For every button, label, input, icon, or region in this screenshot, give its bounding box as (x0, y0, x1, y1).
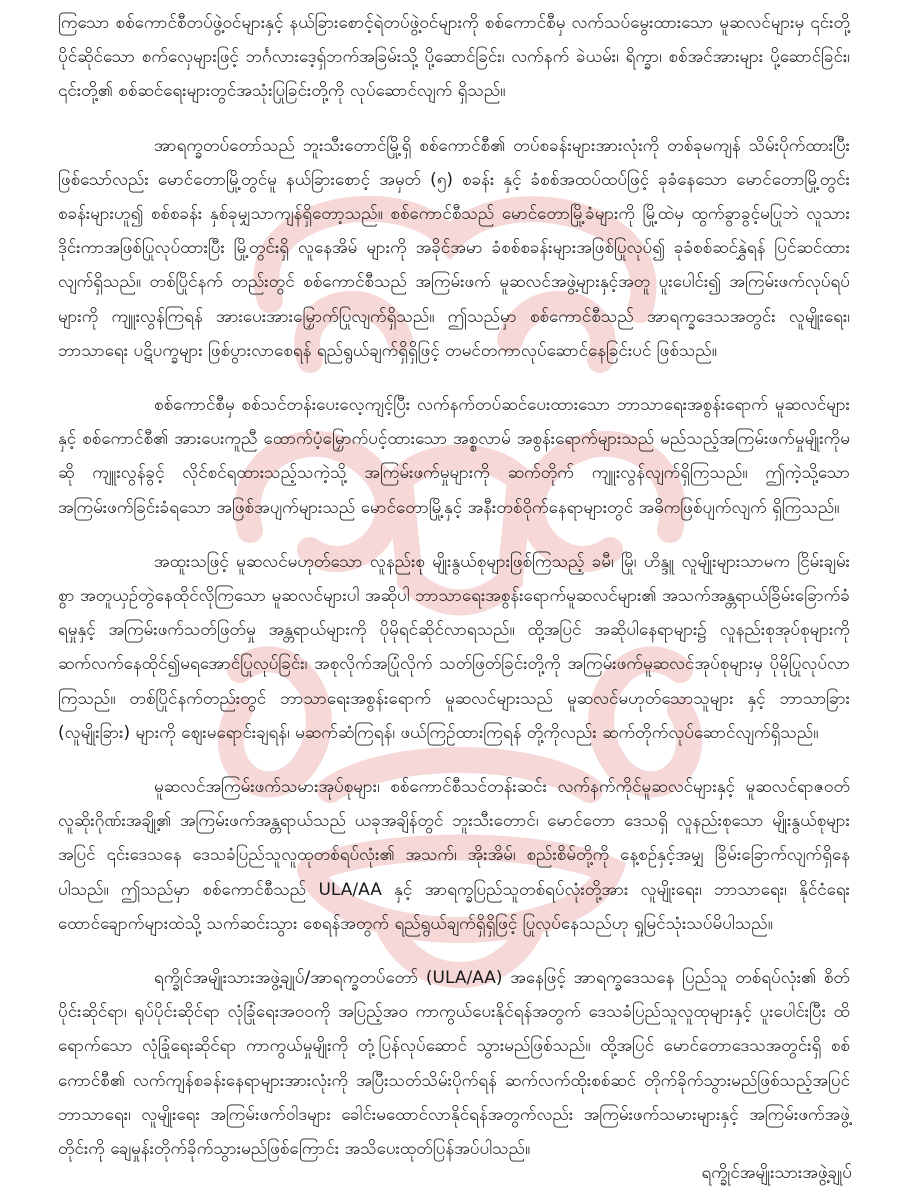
paragraph-3: စစ်ကောင်စီမှ စစ်သင်တန်းပေးလေ့ကျင့်ပြီး လက်နက်တပ်ဆင်ပေးထားသော ဘာသာရေးအစွန်းရောက် မူဆလင်များနှင့် စစ်ကောင်စီ၏ အားပေးကူညီ ထောက်ပံ့မြှောက်ပင့်ထားသော အစ္စလာမ် အစွန်းရောက်များသည် မည်သည့်အကြမ်းဖက်မှုမျိုးကိုမဆို ကျူးလွန်ခွင့် လိုင်စင်ရထားသည့်သကဲ့သို့ အကြမ်းဖက်မှုများကို ဆက်တိုက် ကျူးလွန်လျက်ရှိကြသည်။ ဤကဲ့သို့သော အကြမ်းဖက်ခြင်းခံရသော အဖြစ်အပျက်များသည် မောင်တောမြို့နှင့် အနီးတစ်ဝိုက်နေရာများတွင် အဓိကဖြစ်ပျက်လျက် ရှိကြသည်။ (58, 395, 850, 518)
paragraph-5: မူဆလင်အကြမ်းဖက်သမားအုပ်စုများ၊ စစ်ကောင်စီသင်တန်းဆင်း လက်နက်ကိုင်မူဆလင်များနှင့် မူဆလင်ရာဇဝတ်လူဆိုးဂိုဏ်းအချို့၏ အကြမ်းဖက်အန္တရာယ်သည် ယခုအချိန်တွင် ဘူးသီးတောင်၊ မောင်တော ဒေသရှိ လူနည်းစုသော မျိုးနွယ်စုများအပြင် ၎င်းဒေသနေ ဒေသခံပြည်သူလူထုတစ်ရပ်လုံး၏ အသက်၊ အိုးအိမ်၊ စည်းစိမ်တို့ကို နေ့စဉ်နှင့်အမျှ ခြိမ်းခြောက်လျက်ရှိနေပါသည်။ ဤသည်မှာ စစ်ကောင်စီသည် ULA/AA နှင့် အာရက္ခပြည်သူတစ်ရပ်လုံးတို့အား လူမျိုးရေး၊ ဘာသာရေး၊ နိုင်ငံရေး ထောင်ချောက်များထဲသို့ သက်ဆင်းသွား စေရန်အတွက် ရည်ရွယ်ချက်ရှိရှိဖြင့် ပြုလုပ်နေသည်ဟု ရှုမြင်သုံးသပ်မိပါသည်။ (58, 777, 850, 934)
statement-body (58, 6, 850, 1186)
paragraph-2: အာရက္ခတပ်တော်သည် ဘူးသီးတောင်မြို့ရှိ စစ်ကောင်စီ၏ တပ်စခန်းများအားလုံးကို တစ်ခုမကျန် သိမ်းပိုက်ထားပြီးဖြစ်သော်လည်း မောင်တောမြို့တွင်မူ နယ်ခြားစောင့် အမှတ် (၅) စခန်း နှင့် ခံစစ်အထပ်ထပ်ဖြင့် ခုခံနေသော မောင်တောမြို့တွင်း စခန်းများဟူ၍ စစ်စခန်း နှစ်ခုမျှသာကျန်ရှိတော့သည်။ စစ်ကောင်စီသည် မောင်တောမြို့ခံများကို မြို့ထဲမှ ထွက်ခွာခွင့်မပြုဘဲ လူသားဒိုင်းကာအဖြစ်ပြုလုပ်ထားပြီး မြို့တွင်းရှိ လူနေအိမ် များကို အခိုင်အမာ ခံစစ်စခန်းများအဖြစ်ပြုလုပ်၍ ခုခံစစ်ဆင်နွှဲရန် ပြင်ဆင်ထားလျက်ရှိသည်။ တစ်ပြိုင်နက် တည်းတွင် စစ်ကောင်စီသည် အကြမ်းဖက် မူဆလင်အဖွဲ့များနှင့်အတူ ပူးပေါင်း၍ အကြမ်းဖက်လုပ်ရပ်များကို ကျူးလွန်ကြရန် အားပေးအားမြှောက်ပြုလျက်ရှိသည်။ ဤသည်မှာ စစ်ကောင်စီသည် အာရက္ခဒေသအတွင်း လူမျိုးရေး၊ ဘာသာရေး ပဋိပက္ခများ ဖြစ်ပွားလာစေရန် ရည်ရွယ်ချက်ရှိရှိဖြင့် တမင်တကာလုပ်ဆောင်နေခြင်းပင် ဖြစ်သည်။ (58, 135, 850, 361)
paragraph-1: ကြသော စစ်ကောင်စီတပ်ဖွဲ့ဝင်များနှင့် နယ်ခြားစောင့်ရဲတပ်ဖွဲ့ဝင်များကို စစ်ကောင်စီမှ လက်သပ်မွေးထားသော မူဆလင်များမှ ၎င်းတို့ပိုင်ဆိုင်သော စက်လှေများဖြင့် ဘင်္ဂလားဒေ့ရှ်ဘက်အခြမ်းသို့ ပို့ဆောင်ခြင်း၊ လက်နက် ခဲယမ်း၊ ရိက္ခာ၊ စစ်အင်အားများ ပို့ဆောင်ခြင်း၊ ၎င်းတို့၏ စစ်ဆင်ရေးများတွင်အသုံးပြုခြင်းတို့ကို လုပ်ဆောင်လျက် ရှိသည်။ (58, 13, 850, 102)
signature-line: ရက္ခိုင်အမျိုးသားအဖွဲ့ချုပ် (701, 1163, 852, 1183)
paragraph-6: ရက္ခိုင်အမျိုးသားအဖွဲ့ချုပ်/အာရက္ခတပ်တော် (ULA/AA) အနေဖြင့် အာရက္ခဒေသနေ ပြည်သူ တစ်ရပ်လုံး၏ စိတ်ပိုင်းဆိုင်ရာ၊ ရုပ်ပိုင်းဆိုင်ရာ လုံခြုံရေးအဝဝကို အပြည့်အဝ ကာကွယ်ပေးနိုင်ရန်အတွက် ဒေသခံပြည်သူလူထုများနှင့် ပူးပေါင်းပြီး ထိရောက်သော လုံခြုံရေးဆိုင်ရာ ကာကွယ်မှုမျိုးကို တုံ့ပြန်လုပ်ဆောင် သွားမည်ဖြစ်သည်။ ထို့အပြင် မောင်တောဒေသအတွင်းရှိ စစ်ကောင်စီ၏ လက်ကျန်စခန်းနေရာများအားလုံးကို အပြီးသတ်သိမ်းပိုက်ရန် ဆက်လက်ထိုးစစ်ဆင် တိုက်ခိုက်သွားမည်ဖြစ်သည့်အပြင် ဘာသာရေး၊ လူမျိုးရေး အကြမ်းဖက်ဝါဒများ ခေါင်းမထောင်လာနိုင်ရန်အတွက်လည်း အကြမ်းဖက်သမားများနှင့် အကြမ်းဖက်အဖွဲ့တိုင်းကို ချေမှုန်းတိုက်ခိုက်သွားမည်ဖြစ်ကြောင်း အသိပေးထုတ်ပြန်အပ်ပါသည်။ (58, 968, 850, 1160)
paragraph-4: အထူးသဖြင့် မူဆလင်မဟုတ်သော လူနည်းစု မျိုးနွယ်စုများဖြစ်ကြသည့် ခမီ၊ မြို၊ ဟိန္ဒူ လူမျိုးများသာမက ငြိမ်းချမ်းစွာ အတူယှဉ်တွဲနေထိုင်လိုကြသော မူဆလင်များပါ အဆိုပါ ဘာသာရေးအစွန်းရောက်မူဆလင်များ၏ အသက်အန္တရာယ်ခြိမ်းခြောက်ခံရမှုနှင့် အကြမ်းဖက်သတ်ဖြတ်မှု အန္တရာယ်များကို ပိုမိုရင်ဆိုင်လာရသည်။ ထို့အပြင် အဆိုပါနေရာများ၌ လူနည်းစုအုပ်စုများကို ဆက်လက်နေထိုင်၍မရအောင်ပြုလုပ်ခြင်း၊ အစုလိုက်အပြုံလိုက် သတ်ဖြတ်ခြင်းတို့ကို အကြမ်းဖက်မူဆလင်အုပ်စုများမှ ပိုမိုပြုလုပ်လာကြသည်။ တစ်ပြိုင်နက်တည်းတွင် ဘာသာရေးအစွန်းရောက် မူဆလင်များသည် မူဆလင်မဟုတ်သောသူများ နှင့် ဘာသာခြား (လူမျိုးခြား) များကို ဈေးမရောင်းချရန်၊ မဆက်ဆံကြရန်၊ ဖယ်ကြဉ်ထားကြရန် တို့ကိုလည်း ဆက်တိုက်လုပ်ဆောင်လျက်ရှိသည်။ (58, 551, 850, 743)
